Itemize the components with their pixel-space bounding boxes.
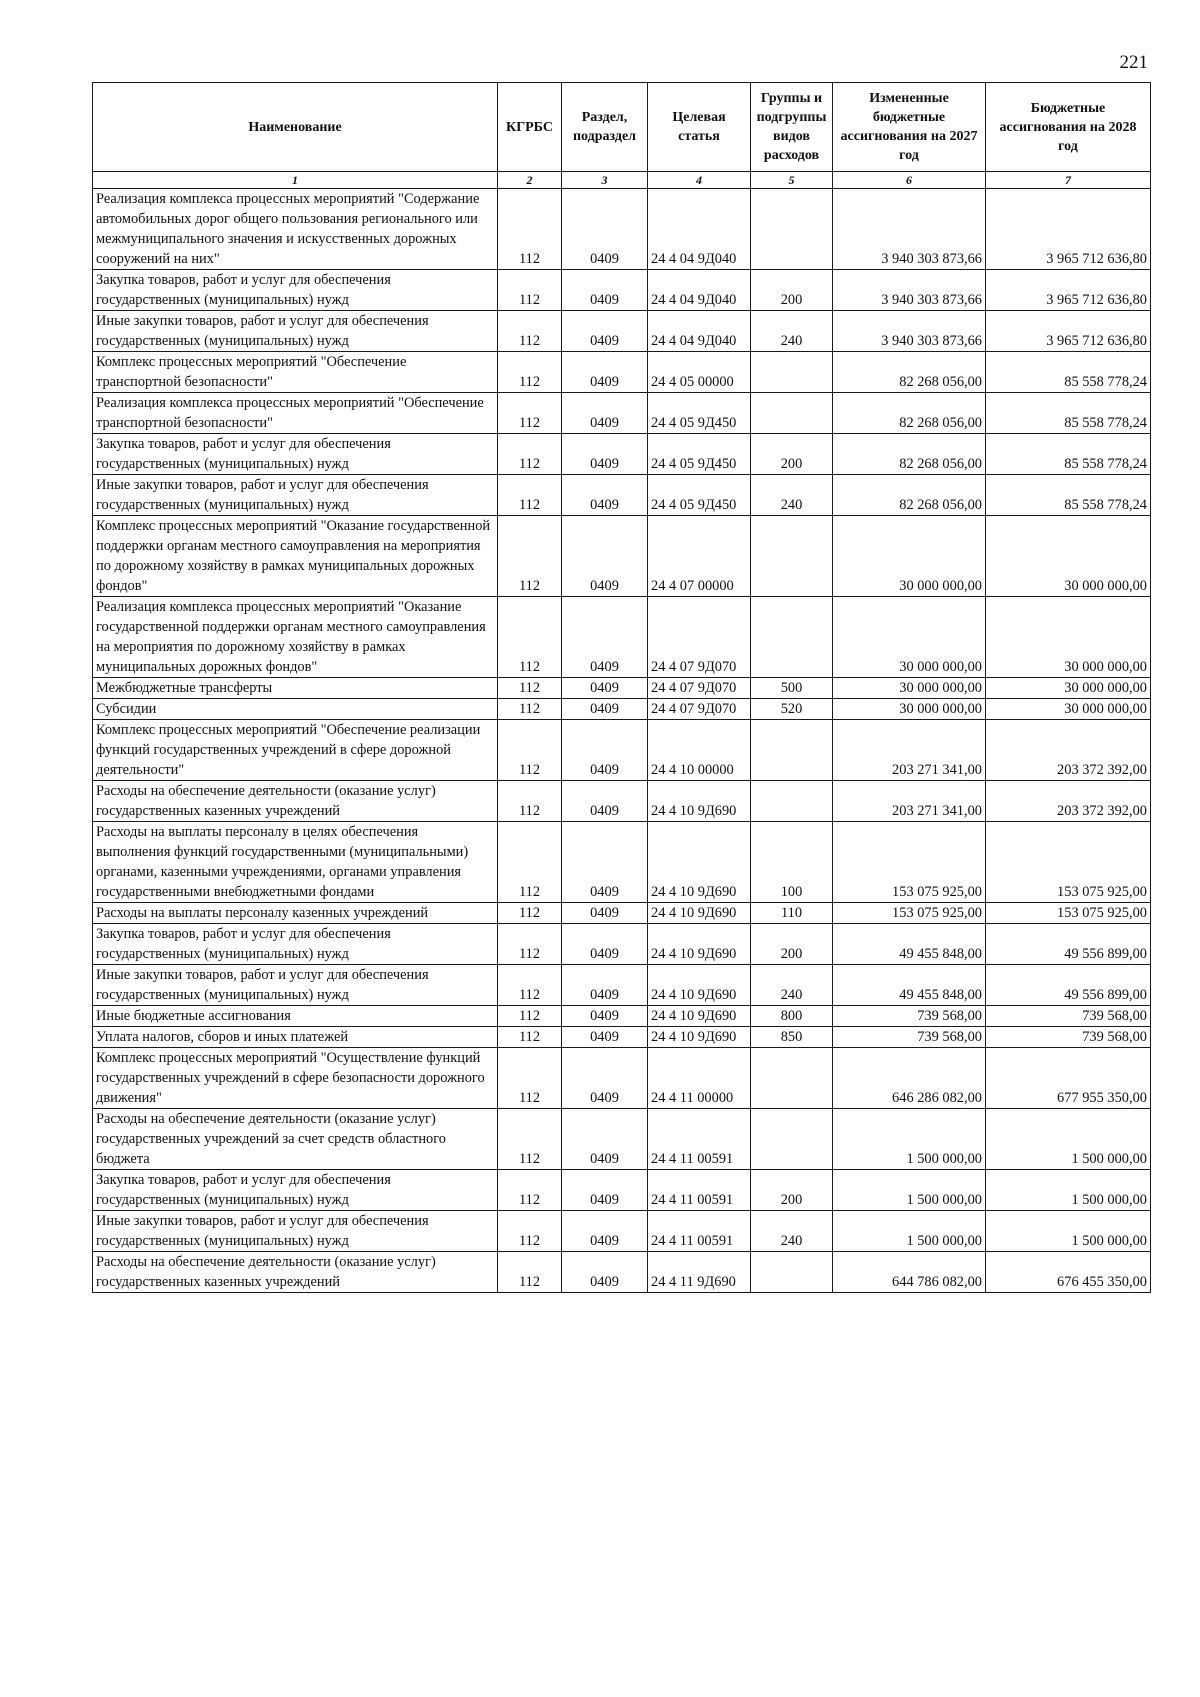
- col-number: 5: [751, 172, 833, 189]
- row-expense-type: [751, 1048, 833, 1109]
- table-row: [93, 781, 1151, 822]
- row-expense-type: 500: [751, 678, 833, 699]
- row-sum-2027: 153 075 925,00: [833, 822, 986, 903]
- row-section: 0409: [562, 678, 648, 699]
- row-section: 0409: [562, 270, 648, 311]
- row-section: 0409: [562, 903, 648, 924]
- row-expense-type: 200: [751, 434, 833, 475]
- col-header-kgrbs: КГРБС: [498, 83, 562, 172]
- row-kgrbs: 112: [498, 924, 562, 965]
- table-row: [93, 1252, 1151, 1293]
- table-row: [93, 270, 1151, 311]
- row-name: Расходы на выплаты персоналу казенных учреждений: [93, 903, 498, 924]
- row-section: 0409: [562, 311, 648, 352]
- col-header-2028: Бюджетные ассигнования на 2028 год: [986, 83, 1151, 172]
- table-row: [93, 475, 1151, 516]
- row-kgrbs: 112: [498, 1027, 562, 1048]
- row-expense-type: 110: [751, 903, 833, 924]
- row-target-article: 24 4 05 00000: [648, 352, 751, 393]
- row-target-article: 24 4 10 9Д690: [648, 903, 751, 924]
- row-section: 0409: [562, 781, 648, 822]
- row-sum-2027: 203 271 341,00: [833, 781, 986, 822]
- row-expense-type: 800: [751, 1006, 833, 1027]
- row-section: 0409: [562, 434, 648, 475]
- row-name: Комплекс процессных мероприятий "Обеспечение транспортной безопасности": [93, 352, 498, 393]
- row-kgrbs: 112: [498, 1006, 562, 1027]
- row-sum-2028: 3 965 712 636,80: [986, 270, 1151, 311]
- row-name: Закупка товаров, работ и услуг для обеспечения государственных (муниципальных) нужд: [93, 1170, 498, 1211]
- row-section: 0409: [562, 189, 648, 270]
- row-sum-2027: 153 075 925,00: [833, 903, 986, 924]
- row-kgrbs: 112: [498, 1109, 562, 1170]
- table-row: [93, 1027, 1151, 1048]
- row-expense-type: 240: [751, 1211, 833, 1252]
- row-target-article: 24 4 05 9Д450: [648, 393, 751, 434]
- row-target-article: 24 4 04 9Д040: [648, 270, 751, 311]
- table-body: [93, 189, 1151, 1293]
- row-sum-2027: 3 940 303 873,66: [833, 189, 986, 270]
- row-name: Иные бюджетные ассигнования: [93, 1006, 498, 1027]
- row-section: 0409: [562, 597, 648, 678]
- row-expense-type: [751, 393, 833, 434]
- row-kgrbs: 112: [498, 822, 562, 903]
- row-kgrbs: 112: [498, 516, 562, 597]
- row-sum-2028: 30 000 000,00: [986, 699, 1151, 720]
- col-header-target: Целевая статья: [648, 83, 751, 172]
- table-row: [93, 1006, 1151, 1027]
- row-section: 0409: [562, 352, 648, 393]
- row-kgrbs: 112: [498, 720, 562, 781]
- row-section: 0409: [562, 1170, 648, 1211]
- row-target-article: 24 4 10 9Д690: [648, 822, 751, 903]
- row-expense-type: [751, 720, 833, 781]
- row-kgrbs: 112: [498, 1252, 562, 1293]
- row-sum-2027: 646 286 082,00: [833, 1048, 986, 1109]
- row-section: 0409: [562, 1048, 648, 1109]
- row-target-article: 24 4 10 9Д690: [648, 1027, 751, 1048]
- row-section: 0409: [562, 393, 648, 434]
- col-number: 2: [498, 172, 562, 189]
- row-name: Реализация комплекса процессных мероприятий "Оказание государственной поддержки органам местного самоуправления на мероприятия по дорожному хозяйству в рамках муниципальных дорожных фондов": [93, 597, 498, 678]
- row-kgrbs: 112: [498, 270, 562, 311]
- row-name: Иные закупки товаров, работ и услуг для обеспечения государственных (муниципальных) нужд: [93, 311, 498, 352]
- row-sum-2028: 739 568,00: [986, 1006, 1151, 1027]
- row-sum-2027: 82 268 056,00: [833, 434, 986, 475]
- row-sum-2028: 30 000 000,00: [986, 678, 1151, 699]
- column-number-row: [93, 172, 1151, 189]
- row-expense-type: 200: [751, 270, 833, 311]
- row-expense-type: 100: [751, 822, 833, 903]
- row-target-article: 24 4 04 9Д040: [648, 311, 751, 352]
- row-name: Комплекс процессных мероприятий "Обеспечение реализации функций государственных учреждений в сфере дорожной деятельности": [93, 720, 498, 781]
- row-sum-2027: 30 000 000,00: [833, 516, 986, 597]
- row-name: Уплата налогов, сборов и иных платежей: [93, 1027, 498, 1048]
- col-number: 4: [648, 172, 751, 189]
- row-expense-type: [751, 352, 833, 393]
- header-row: [93, 83, 1151, 172]
- row-sum-2027: 30 000 000,00: [833, 597, 986, 678]
- row-target-article: 24 4 07 9Д070: [648, 678, 751, 699]
- table-row: [93, 1211, 1151, 1252]
- row-expense-type: 520: [751, 699, 833, 720]
- row-target-article: 24 4 05 9Д450: [648, 434, 751, 475]
- row-expense-type: 240: [751, 475, 833, 516]
- row-name: Комплекс процессных мероприятий "Оказание государственной поддержки органам местного самоуправления на мероприятия по дорожному хозяйству в рамках муниципальных дорожных фондов": [93, 516, 498, 597]
- table-row: [93, 597, 1151, 678]
- table-row: [93, 924, 1151, 965]
- col-number: 3: [562, 172, 648, 189]
- row-name: Иные закупки товаров, работ и услуг для обеспечения государственных (муниципальных) нужд: [93, 475, 498, 516]
- row-section: 0409: [562, 720, 648, 781]
- page-number: 221: [1119, 52, 1148, 73]
- row-sum-2028: 85 558 778,24: [986, 352, 1151, 393]
- row-sum-2027: 3 940 303 873,66: [833, 311, 986, 352]
- row-name: Расходы на обеспечение деятельности (оказание услуг) государственных учреждений за счет средств областного бюджета: [93, 1109, 498, 1170]
- row-expense-type: [751, 1109, 833, 1170]
- row-section: 0409: [562, 1027, 648, 1048]
- row-target-article: 24 4 10 9Д690: [648, 965, 751, 1006]
- table-row: [93, 699, 1151, 720]
- row-target-article: 24 4 11 00000: [648, 1048, 751, 1109]
- col-header-vid: Группы и подгруппы видов расходов: [751, 83, 833, 172]
- row-kgrbs: 112: [498, 1048, 562, 1109]
- col-header-2027: Измененные бюджетные ассигнования на 2027 год: [833, 83, 986, 172]
- row-section: 0409: [562, 924, 648, 965]
- table-row: [93, 720, 1151, 781]
- row-target-article: 24 4 10 9Д690: [648, 781, 751, 822]
- row-expense-type: [751, 516, 833, 597]
- row-kgrbs: 112: [498, 311, 562, 352]
- row-kgrbs: 112: [498, 699, 562, 720]
- row-name: Расходы на обеспечение деятельности (оказание услуг) государственных казенных учреждений: [93, 1252, 498, 1293]
- row-name: Межбюджетные трансферты: [93, 678, 498, 699]
- row-sum-2027: 30 000 000,00: [833, 678, 986, 699]
- row-sum-2028: 30 000 000,00: [986, 516, 1151, 597]
- table-row: [93, 678, 1151, 699]
- row-sum-2028: 49 556 899,00: [986, 924, 1151, 965]
- row-name: Закупка товаров, работ и услуг для обеспечения государственных (муниципальных) нужд: [93, 270, 498, 311]
- row-section: 0409: [562, 516, 648, 597]
- row-sum-2027: 49 455 848,00: [833, 924, 986, 965]
- row-expense-type: [751, 597, 833, 678]
- row-target-article: 24 4 10 9Д690: [648, 1006, 751, 1027]
- row-target-article: 24 4 11 00591: [648, 1170, 751, 1211]
- row-kgrbs: 112: [498, 434, 562, 475]
- row-sum-2028: 85 558 778,24: [986, 393, 1151, 434]
- row-sum-2027: 1 500 000,00: [833, 1109, 986, 1170]
- row-sum-2028: 30 000 000,00: [986, 597, 1151, 678]
- row-kgrbs: 112: [498, 1211, 562, 1252]
- col-number: 6: [833, 172, 986, 189]
- table-row: [93, 434, 1151, 475]
- row-name: Закупка товаров, работ и услуг для обеспечения государственных (муниципальных) нужд: [93, 924, 498, 965]
- row-expense-type: [751, 189, 833, 270]
- row-sum-2027: 82 268 056,00: [833, 352, 986, 393]
- row-sum-2028: 676 455 350,00: [986, 1252, 1151, 1293]
- row-sum-2027: 739 568,00: [833, 1027, 986, 1048]
- row-section: 0409: [562, 822, 648, 903]
- row-sum-2028: 49 556 899,00: [986, 965, 1151, 1006]
- row-expense-type: [751, 1252, 833, 1293]
- table-row: [93, 1048, 1151, 1109]
- row-sum-2028: 203 372 392,00: [986, 720, 1151, 781]
- table-row: [93, 822, 1151, 903]
- col-number: 1: [93, 172, 498, 189]
- row-target-article: 24 4 04 9Д040: [648, 189, 751, 270]
- row-sum-2028: 739 568,00: [986, 1027, 1151, 1048]
- table-row: [93, 516, 1151, 597]
- row-kgrbs: 112: [498, 352, 562, 393]
- row-kgrbs: 112: [498, 965, 562, 1006]
- row-kgrbs: 112: [498, 781, 562, 822]
- row-kgrbs: 112: [498, 189, 562, 270]
- row-sum-2028: 3 965 712 636,80: [986, 311, 1151, 352]
- row-sum-2028: 1 500 000,00: [986, 1211, 1151, 1252]
- row-sum-2028: 1 500 000,00: [986, 1109, 1151, 1170]
- row-sum-2028: 3 965 712 636,80: [986, 189, 1151, 270]
- row-name: Субсидии: [93, 699, 498, 720]
- row-kgrbs: 112: [498, 393, 562, 434]
- row-section: 0409: [562, 965, 648, 1006]
- row-section: 0409: [562, 1006, 648, 1027]
- table-row: [93, 189, 1151, 270]
- row-expense-type: [751, 781, 833, 822]
- row-section: 0409: [562, 1252, 648, 1293]
- row-target-article: 24 4 11 9Д690: [648, 1252, 751, 1293]
- table-row: [93, 1170, 1151, 1211]
- row-sum-2027: 30 000 000,00: [833, 699, 986, 720]
- row-sum-2028: 1 500 000,00: [986, 1170, 1151, 1211]
- row-expense-type: 200: [751, 924, 833, 965]
- row-kgrbs: 112: [498, 678, 562, 699]
- row-expense-type: 240: [751, 311, 833, 352]
- row-sum-2027: 1 500 000,00: [833, 1170, 986, 1211]
- row-name: Комплекс процессных мероприятий "Осуществление функций государственных учреждений в сфере безопасности дорожного движения": [93, 1048, 498, 1109]
- row-name: Расходы на выплаты персоналу в целях обеспечения выполнения функций государственными (муниципальными) органами, казенными учреждениями, органами управления государственными внебюджетными фондами: [93, 822, 498, 903]
- row-expense-type: 240: [751, 965, 833, 1006]
- table-row: [93, 393, 1151, 434]
- table-row: [93, 1109, 1151, 1170]
- row-sum-2027: 739 568,00: [833, 1006, 986, 1027]
- row-name: Реализация комплекса процессных мероприятий "Обеспечение транспортной безопасности": [93, 393, 498, 434]
- row-sum-2028: 153 075 925,00: [986, 822, 1151, 903]
- row-target-article: 24 4 05 9Д450: [648, 475, 751, 516]
- row-sum-2027: 49 455 848,00: [833, 965, 986, 1006]
- row-name: Расходы на обеспечение деятельности (оказание услуг) государственных казенных учреждений: [93, 781, 498, 822]
- row-sum-2028: 677 955 350,00: [986, 1048, 1151, 1109]
- row-target-article: 24 4 07 00000: [648, 516, 751, 597]
- row-sum-2028: 85 558 778,24: [986, 434, 1151, 475]
- row-name: Иные закупки товаров, работ и услуг для обеспечения государственных (муниципальных) нужд: [93, 1211, 498, 1252]
- row-kgrbs: 112: [498, 597, 562, 678]
- col-header-section: Раздел, подраздел: [562, 83, 648, 172]
- col-number: 7: [986, 172, 1151, 189]
- table-row: [93, 352, 1151, 393]
- row-sum-2027: 82 268 056,00: [833, 475, 986, 516]
- row-name: Реализация комплекса процессных мероприятий "Содержание автомобильных дорог общего пользования регионального или межмуниципального значения и искусственных дорожных сооружений на них": [93, 189, 498, 270]
- col-header-name: Наименование: [93, 83, 498, 172]
- table-row: [93, 311, 1151, 352]
- budget-table: [92, 82, 1151, 1293]
- row-expense-type: 850: [751, 1027, 833, 1048]
- row-sum-2027: 644 786 082,00: [833, 1252, 986, 1293]
- row-target-article: 24 4 10 00000: [648, 720, 751, 781]
- row-sum-2027: 203 271 341,00: [833, 720, 986, 781]
- row-name: Закупка товаров, работ и услуг для обеспечения государственных (муниципальных) нужд: [93, 434, 498, 475]
- row-section: 0409: [562, 699, 648, 720]
- row-name: Иные закупки товаров, работ и услуг для обеспечения государственных (муниципальных) нужд: [93, 965, 498, 1006]
- row-kgrbs: 112: [498, 1170, 562, 1211]
- row-sum-2028: 153 075 925,00: [986, 903, 1151, 924]
- row-target-article: 24 4 07 9Д070: [648, 597, 751, 678]
- row-target-article: 24 4 11 00591: [648, 1211, 751, 1252]
- row-sum-2027: 1 500 000,00: [833, 1211, 986, 1252]
- row-kgrbs: 112: [498, 903, 562, 924]
- row-sum-2028: 203 372 392,00: [986, 781, 1151, 822]
- row-sum-2027: 3 940 303 873,66: [833, 270, 986, 311]
- row-kgrbs: 112: [498, 475, 562, 516]
- row-section: 0409: [562, 475, 648, 516]
- row-sum-2027: 82 268 056,00: [833, 393, 986, 434]
- row-target-article: 24 4 11 00591: [648, 1109, 751, 1170]
- table-row: [93, 965, 1151, 1006]
- row-sum-2028: 85 558 778,24: [986, 475, 1151, 516]
- row-expense-type: 200: [751, 1170, 833, 1211]
- row-target-article: 24 4 07 9Д070: [648, 699, 751, 720]
- row-section: 0409: [562, 1211, 648, 1252]
- row-section: 0409: [562, 1109, 648, 1170]
- table-row: [93, 903, 1151, 924]
- row-target-article: 24 4 10 9Д690: [648, 924, 751, 965]
